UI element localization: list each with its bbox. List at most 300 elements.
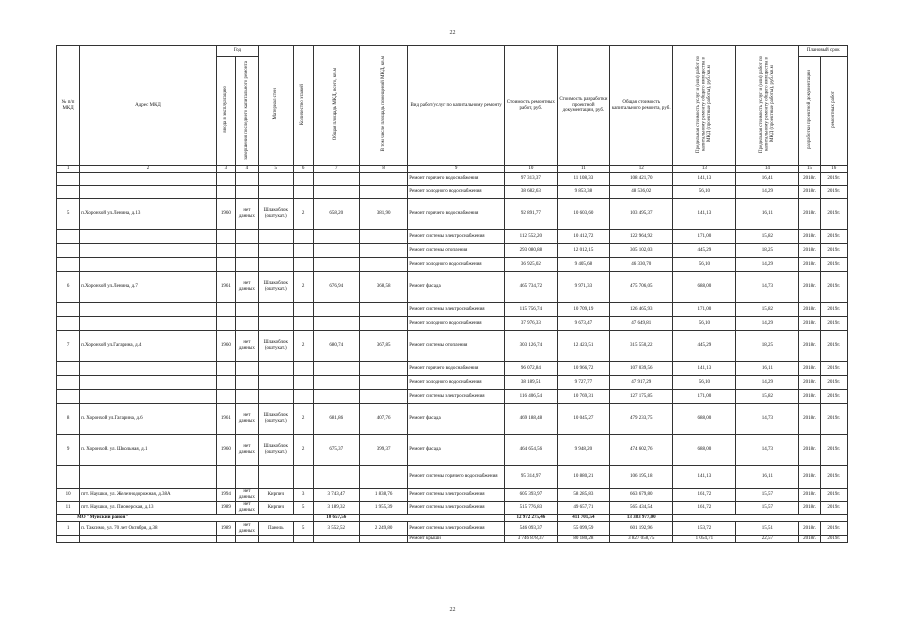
cell-plan-repair: 2019г. <box>820 404 848 435</box>
cell-wall <box>258 466 293 489</box>
cell-area-premises: 368,58 <box>359 272 407 303</box>
cell-plan-design: 2018г. <box>799 502 820 515</box>
table-row <box>57 466 848 489</box>
cell-plan-repair: 2019г. <box>820 362 848 376</box>
cell-wall <box>258 390 293 404</box>
subtotal-empty <box>359 515 504 522</box>
header-work: Вид работ/услуг по капитальному ремонту <box>408 46 505 166</box>
column-number: 6 <box>293 166 313 173</box>
header-row-top <box>57 46 848 57</box>
cell-cost-total: 107 039,56 <box>610 362 673 376</box>
cell-limit-2: 14,73 <box>736 435 799 466</box>
column-number: 2 <box>80 166 217 173</box>
cell-plan-design: 2018г. <box>799 435 820 466</box>
cell-limit-1: 141,13 <box>673 199 736 230</box>
cell-year-commission <box>216 466 235 489</box>
cell-area-premises: 381,90 <box>359 199 407 230</box>
cell-wall <box>258 376 293 390</box>
column-number: 7 <box>313 166 359 173</box>
cell-cost-design: 9 405,68 <box>557 258 610 272</box>
cell-area-total <box>313 376 359 390</box>
cell-limit-1: 445,29 <box>673 331 736 362</box>
cell-year-repair: нет данных <box>235 489 258 502</box>
cell-area-total <box>313 186 359 199</box>
cell-area-total: 3 743,47 <box>313 489 359 502</box>
page-number-bottom: 22 <box>449 607 456 613</box>
cell-limit-2: 14,73 <box>736 272 799 303</box>
cell-limit-1: 171,00 <box>673 390 736 404</box>
cell-cost-work: 115 756,74 <box>505 303 558 317</box>
header-area-premises <box>359 46 407 166</box>
header-cost-total: Общая стоимость капитального ремонта, руб. <box>610 46 673 166</box>
cell-year-commission: 1961 <box>216 272 235 303</box>
cell-plan-design: 2018г. <box>799 317 820 331</box>
cell-num <box>57 173 80 186</box>
cell-cost-total: 475 706,05 <box>610 272 673 303</box>
page-number-top: 22 <box>449 30 456 36</box>
cell-cost-design: 9 853,38 <box>557 186 610 199</box>
cell-year-repair <box>235 536 258 543</box>
cell-address <box>80 376 217 390</box>
cell-area-total: 675,37 <box>313 435 359 466</box>
cell-plan-design: 2018г. <box>799 390 820 404</box>
cell-address: п.Хоронхой ул.Гагарина, д.4 <box>80 331 217 362</box>
cell-year-repair: нет данных <box>235 272 258 303</box>
cell-area-total <box>313 536 359 543</box>
cell-area-total <box>313 244 359 258</box>
header-limit-2-text: Предельная стоимость услуг и (или) работ по капитальному ремонту общего имущества в МКД (проектные работы), руб./кв.м <box>759 55 776 153</box>
cell-plan-design: 2018г. <box>799 376 820 390</box>
cell-plan-repair: 2019г. <box>820 536 848 543</box>
cell-cost-design: 10 769,31 <box>557 390 610 404</box>
cell-limit-1: 141,13 <box>673 466 736 489</box>
column-number: 1 <box>57 166 80 173</box>
cell-limit-1: 171,00 <box>673 303 736 317</box>
cell-limit-2: 15,57 <box>736 502 799 515</box>
cell-limit-2: 15,57 <box>736 489 799 502</box>
cell-limit-2: 14,29 <box>736 186 799 199</box>
cell-cost-total: 663 679,80 <box>610 489 673 502</box>
cell-area-premises <box>359 244 407 258</box>
cell-year-repair <box>235 173 258 186</box>
cell-cost-work: 38 682,63 <box>505 186 558 199</box>
cell-address: п.Хоронхой ул.Ленина, д.13 <box>80 199 217 230</box>
cell-plan-design: 2018г. <box>799 230 820 244</box>
cell-year-commission <box>216 258 235 272</box>
cell-area-total: 676,94 <box>313 272 359 303</box>
cell-cost-total: 122 964,92 <box>610 230 673 244</box>
cell-address <box>80 258 217 272</box>
cell-cost-design: 10 603,60 <box>557 199 610 230</box>
header-area-total <box>313 46 359 166</box>
cell-work: Ремонт крыши <box>408 536 505 543</box>
cell-cost-total: 305 102,03 <box>610 244 673 258</box>
cell-cost-total: 103 495,37 <box>610 199 673 230</box>
cell-plan-repair: 2019г. <box>820 331 848 362</box>
cell-area-premises <box>359 376 407 390</box>
subtotal-row <box>57 515 848 522</box>
cell-floors: 5 <box>293 522 313 536</box>
cell-cost-design: 10 880,21 <box>557 466 610 489</box>
cell-work: Ремонт фасада <box>408 435 505 466</box>
cell-cost-total: 108 421,70 <box>610 173 673 186</box>
cell-plan-design: 2018г. <box>799 489 820 502</box>
cell-limit-2: 18,25 <box>736 244 799 258</box>
cell-plan-repair: 2019г. <box>820 230 848 244</box>
cell-wall <box>258 230 293 244</box>
column-number: 3 <box>216 166 235 173</box>
cell-year-repair <box>235 317 258 331</box>
cell-work: Ремонт холодного водоснабжения <box>408 258 505 272</box>
header-address: Адрес МКД <box>80 46 217 166</box>
table-row <box>57 489 848 502</box>
header-year-group: Год <box>216 46 258 57</box>
cell-area-premises: 367,85 <box>359 331 407 362</box>
cell-wall <box>258 258 293 272</box>
cell-limit-2: 14,29 <box>736 376 799 390</box>
cell-plan-design: 2018г. <box>799 272 820 303</box>
cell-limit-2: 15,82 <box>736 230 799 244</box>
cell-work: Ремонт горячего водоснабжения <box>408 362 505 376</box>
header-num: № п/п МКД <box>57 46 80 166</box>
cell-year-commission: 1960 <box>216 331 235 362</box>
cell-year-repair: нет данных <box>235 502 258 515</box>
column-number: 4 <box>235 166 258 173</box>
cell-limit-2: 15,82 <box>736 303 799 317</box>
cell-wall <box>258 303 293 317</box>
cell-cost-design: 11 108,33 <box>557 173 610 186</box>
subtotal-area: 10 657,56 <box>313 515 359 522</box>
cell-plan-repair: 2019г. <box>820 173 848 186</box>
cell-year-commission: 1960 <box>216 435 235 466</box>
cell-wall <box>258 536 293 543</box>
cell-num <box>57 186 80 199</box>
cell-num <box>57 258 80 272</box>
cell-year-repair <box>235 466 258 489</box>
cell-cost-design: 10 966,72 <box>557 362 610 376</box>
cell-area-total <box>313 390 359 404</box>
cell-plan-repair: 2019г. <box>820 435 848 466</box>
cell-year-commission: 1989 <box>216 522 235 536</box>
column-number: 15 <box>799 166 820 173</box>
cell-address <box>80 390 217 404</box>
table-row <box>57 435 848 466</box>
cell-cost-design: 12 423,51 <box>557 331 610 362</box>
cell-cost-work: 605 393,97 <box>505 489 558 502</box>
cell-area-premises <box>359 466 407 489</box>
cell-address: п. Хоронхой. ул. Школьная, д.1 <box>80 435 217 466</box>
cell-limit-2: 16,41 <box>736 173 799 186</box>
column-number: 5 <box>258 166 293 173</box>
cell-plan-repair: 2019г. <box>820 390 848 404</box>
header-plan-group: Плановый срок <box>799 46 848 57</box>
cell-num <box>57 376 80 390</box>
cell-cost-total: 601 192,96 <box>610 522 673 536</box>
cell-limit-1: 141,13 <box>673 362 736 376</box>
cell-plan-repair: 2019г. <box>820 186 848 199</box>
table-row <box>57 362 848 376</box>
cell-cost-work: 112 552,20 <box>505 230 558 244</box>
cell-cost-work: 469 188,48 <box>505 404 558 435</box>
cell-limit-1: 688,00 <box>673 435 736 466</box>
column-number: 16 <box>820 166 848 173</box>
cell-year-repair <box>235 230 258 244</box>
cell-floors: 3 <box>293 489 313 502</box>
header-limit-1-text: Предельная стоимость услуг и (или) работ по капитальному ремонту общего имущества в МКД (проектные работы), руб./кв.м <box>695 55 713 153</box>
column-number: 10 <box>505 166 558 173</box>
cell-floors: 2 <box>293 272 313 303</box>
cell-plan-repair: 2019г. <box>820 489 848 502</box>
cell-work: Ремонт системы горячего водоснабжения <box>408 466 505 489</box>
cell-area-premises: 407,76 <box>359 404 407 435</box>
cell-wall: Кирпич <box>258 502 293 515</box>
cell-cost-work: 546 093,37 <box>505 522 558 536</box>
cell-wall: Кирпич <box>258 489 293 502</box>
header-wall-text: Материал стен <box>272 88 278 120</box>
cell-year-repair: нет данных <box>235 331 258 362</box>
cell-area-total: 680,74 <box>313 331 359 362</box>
cell-cost-design: 55 099,59 <box>557 522 610 536</box>
cell-cost-design: 9 971,33 <box>557 272 610 303</box>
cell-work: Ремонт системы электроснабжения <box>408 230 505 244</box>
cell-cost-design: 10 045,27 <box>557 404 610 435</box>
cell-work: Ремонт системы электроснабжения <box>408 502 505 515</box>
cell-limit-2: 14,29 <box>736 317 799 331</box>
table-row <box>57 186 848 199</box>
cell-plan-repair: 2019г. <box>820 199 848 230</box>
cell-plan-repair: 2019г. <box>820 376 848 390</box>
cell-year-repair: нет данных <box>235 435 258 466</box>
cell-year-repair <box>235 390 258 404</box>
cell-area-total: 3 189,32 <box>313 502 359 515</box>
cell-area-total <box>313 362 359 376</box>
cell-floors <box>293 362 313 376</box>
cell-limit-2: 15,82 <box>736 390 799 404</box>
cell-cost-work: 38 189,51 <box>505 376 558 390</box>
cell-cost-total: 47 649,81 <box>610 317 673 331</box>
cell-area-total: 658,20 <box>313 199 359 230</box>
cell-plan-design: 2018г. <box>799 404 820 435</box>
cell-cost-total: 106 195,18 <box>610 466 673 489</box>
cell-limit-1: 445,29 <box>673 244 736 258</box>
cell-year-commission <box>216 186 235 199</box>
cell-address: п.Хоронхой ул.Ленина, д.7 <box>80 272 217 303</box>
cell-plan-design: 2018г. <box>799 199 820 230</box>
cell-year-repair <box>235 186 258 199</box>
cell-year-commission <box>216 244 235 258</box>
cell-num: 5 <box>57 199 80 230</box>
cell-num <box>57 466 80 489</box>
cell-wall: Панель <box>258 522 293 536</box>
cell-limit-2: 18,25 <box>736 331 799 362</box>
cell-limit-1: 688,00 <box>673 404 736 435</box>
cell-work: Ремонт системы электроснабжения <box>408 390 505 404</box>
cell-cost-total: 48 536,02 <box>610 186 673 199</box>
cell-work: Ремонт фасада <box>408 404 505 435</box>
cell-year-commission <box>216 317 235 331</box>
cell-cost-design: 10 412,72 <box>557 230 610 244</box>
cell-cost-work: 3 746 878,37 <box>505 536 558 543</box>
cell-cost-design: 80 180,28 <box>557 536 610 543</box>
cell-cost-work: 465 734,72 <box>505 272 558 303</box>
cell-cost-work: 515 776,83 <box>505 502 558 515</box>
cell-floors <box>293 230 313 244</box>
header-area-total-text: Общая площадь МКД, всего, кв.м <box>333 68 339 141</box>
cell-address: пгт. Наушки, ул. Пионерская, д.13 <box>80 502 217 515</box>
cell-floors <box>293 317 313 331</box>
cell-plan-design: 2018г. <box>799 244 820 258</box>
cell-area-premises <box>359 230 407 244</box>
cell-area-premises <box>359 317 407 331</box>
cell-work: Ремонт системы отопления <box>408 331 505 362</box>
table-row <box>57 199 848 230</box>
cell-work: Ремонт холодного водоснабжения <box>408 376 505 390</box>
cell-cost-design: 12 012,15 <box>557 244 610 258</box>
cell-area-total <box>313 466 359 489</box>
cell-work: Ремонт холодного водоснабжения <box>408 186 505 199</box>
cell-work: Ремонт горячего водоснабжения <box>408 199 505 230</box>
cell-year-commission: 1960 <box>216 199 235 230</box>
cell-cost-total: 127 175,85 <box>610 390 673 404</box>
cell-cost-work: 293 080,88 <box>505 244 558 258</box>
cell-year-commission: 1994 <box>216 489 235 502</box>
cell-cost-work: 303 126,74 <box>505 331 558 362</box>
cell-address <box>80 536 217 543</box>
cell-address <box>80 466 217 489</box>
cell-cost-design: 10 709,19 <box>557 303 610 317</box>
cell-num <box>57 317 80 331</box>
table-row <box>57 376 848 390</box>
cell-num <box>57 230 80 244</box>
header-wall <box>258 46 293 166</box>
cell-plan-repair: 2019г. <box>820 303 848 317</box>
cell-area-total: 3 552,52 <box>313 522 359 536</box>
cell-limit-2: 14,73 <box>736 404 799 435</box>
cell-area-total <box>313 303 359 317</box>
cell-area-premises <box>359 536 407 543</box>
column-number: 8 <box>359 166 407 173</box>
header-year-last-repair <box>235 57 258 166</box>
header-plan-design <box>799 57 820 166</box>
cell-floors <box>293 376 313 390</box>
cell-area-premises <box>359 258 407 272</box>
cell-num: 8 <box>57 404 80 435</box>
table-row <box>57 272 848 303</box>
cell-plan-repair: 2019г. <box>820 522 848 536</box>
cell-address <box>80 317 217 331</box>
cell-area-premises <box>359 303 407 317</box>
cell-address <box>80 362 217 376</box>
cell-floors: 2 <box>293 435 313 466</box>
cell-wall: Шлакоблок (оштукат.) <box>258 404 293 435</box>
cell-num <box>57 536 80 543</box>
cell-floors: 2 <box>293 199 313 230</box>
cell-year-commission <box>216 536 235 543</box>
cell-limit-1: 56,10 <box>673 258 736 272</box>
cell-limit-1: 56,10 <box>673 317 736 331</box>
cell-area-total: 681,86 <box>313 404 359 435</box>
cell-address <box>80 173 217 186</box>
cell-plan-design: 2018г. <box>799 331 820 362</box>
cell-wall <box>258 186 293 199</box>
table-row <box>57 258 848 272</box>
cell-num: 1 <box>57 522 80 536</box>
cell-year-commission <box>216 376 235 390</box>
cell-work: Ремонт системы электроснабжения <box>408 522 505 536</box>
cell-cost-work: 95 314,97 <box>505 466 558 489</box>
cell-limit-1: 161,72 <box>673 502 736 515</box>
cell-year-repair <box>235 244 258 258</box>
cell-work: Ремонт системы электроснабжения <box>408 303 505 317</box>
cell-num <box>57 362 80 376</box>
cell-plan-repair: 2019г. <box>820 258 848 272</box>
cell-limit-1: 56,10 <box>673 376 736 390</box>
cell-floors <box>293 466 313 489</box>
cell-area-total <box>313 317 359 331</box>
cell-work: Ремонт фасада <box>408 272 505 303</box>
cell-plan-repair: 2019г. <box>820 502 848 515</box>
header-plan-design-text: разработки проектной документации <box>806 70 812 150</box>
cell-limit-1: 688,00 <box>673 272 736 303</box>
cell-num <box>57 244 80 258</box>
cell-cost-total: 46 330,70 <box>610 258 673 272</box>
cell-wall <box>258 317 293 331</box>
subtotal-total: 13 383 977,00 <box>610 515 673 522</box>
subtotal-cost: 12 972 275,46 <box>505 515 558 522</box>
cell-wall: Шлакоблок (оштукат.) <box>258 435 293 466</box>
cell-cost-work: 464 654,56 <box>505 435 558 466</box>
cell-limit-2: 15,51 <box>736 522 799 536</box>
cell-cost-work: 92 891,77 <box>505 199 558 230</box>
cell-limit-2: 14,29 <box>736 258 799 272</box>
cell-address: п. Хоронхой ул.Гагарина, д.6 <box>80 404 217 435</box>
cell-plan-design: 2018г. <box>799 466 820 489</box>
cell-plan-repair: 2019г. <box>820 466 848 489</box>
cell-wall <box>258 244 293 258</box>
cell-area-premises: 2 249,80 <box>359 522 407 536</box>
header-cost-work: Стоимость ремонтных работ, руб. <box>505 46 558 166</box>
cell-year-commission <box>216 173 235 186</box>
subtotal-empty <box>673 515 848 522</box>
header-plan-repair <box>820 57 848 166</box>
cell-year-repair: нет данных <box>235 404 258 435</box>
table-row <box>57 522 848 536</box>
cell-limit-1: 56,10 <box>673 186 736 199</box>
cell-cost-work: 37 976,33 <box>505 317 558 331</box>
cell-area-premises <box>359 186 407 199</box>
header-year-last-repair-text: завершения последнего капитального ремонта <box>244 60 250 160</box>
table-row <box>57 317 848 331</box>
cell-wall: Шлакоблок (оштукат.) <box>258 272 293 303</box>
column-number: 13 <box>673 166 736 173</box>
cell-year-commission <box>216 230 235 244</box>
subtotal-label: МО "Муйский район" <box>57 515 314 522</box>
column-number: 11 <box>557 166 610 173</box>
cell-limit-1: 141,13 <box>673 173 736 186</box>
cell-cost-design: 9 948,20 <box>557 435 610 466</box>
cell-floors: 5 <box>293 502 313 515</box>
cell-plan-repair: 2019г. <box>820 272 848 303</box>
header-floors-text: Количество этажей <box>300 83 306 125</box>
table-row <box>57 303 848 317</box>
cell-num: 7 <box>57 331 80 362</box>
cell-limit-1: 161,72 <box>673 489 736 502</box>
cell-cost-total: 126 465,93 <box>610 303 673 317</box>
table-row <box>57 536 848 543</box>
cell-work: Ремонт системы электроснабжения <box>408 489 505 502</box>
cell-floors <box>293 258 313 272</box>
cell-cost-total: 315 550,22 <box>610 331 673 362</box>
